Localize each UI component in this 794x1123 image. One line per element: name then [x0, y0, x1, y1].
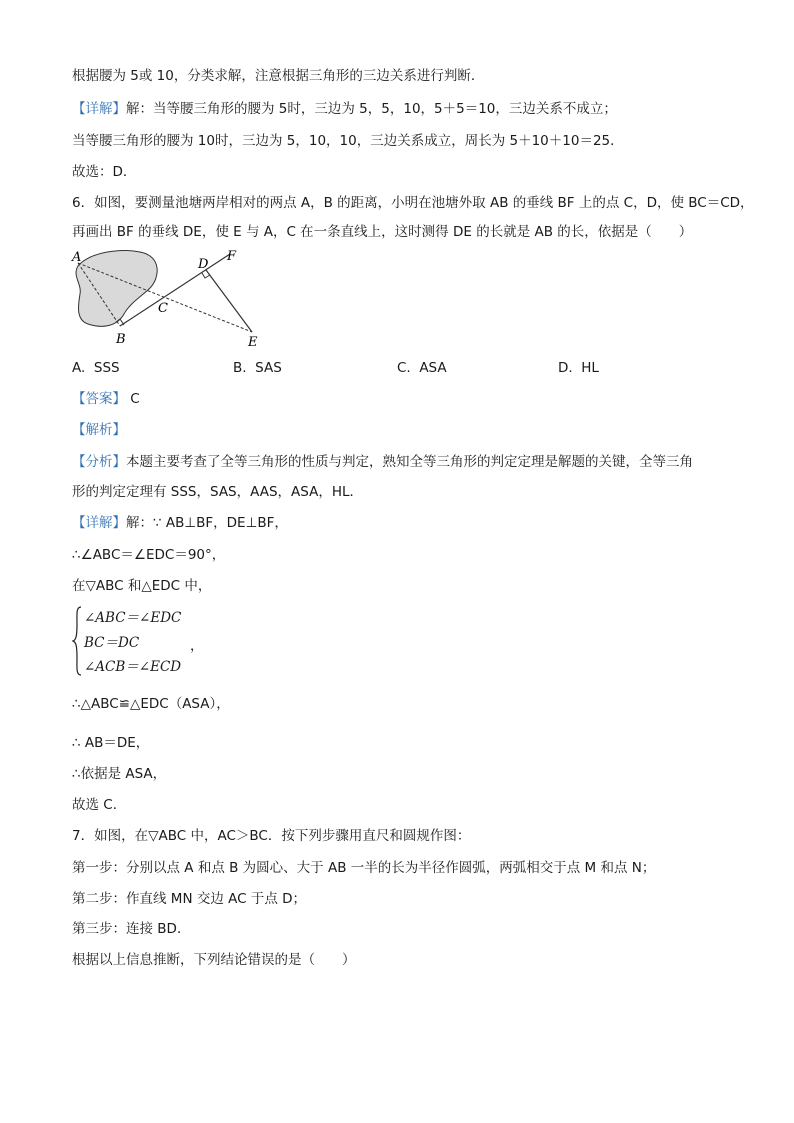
- text-line: 当等腰三角形的腰为 10时，三边为 5，10，10，三边关系成立，周长为 5＋10＋10＝25．: [72, 133, 624, 149]
- label-d: D: [198, 257, 209, 272]
- question-7-line-2: 第一步：分别以点 A 和点 B 为圆心、大于 AB 一半的长为半径作圆弧，两弧相交于点 M 和点 N；: [72, 860, 656, 876]
- analysis-line-1: 【分析】本题主要考查了全等三角形的性质与判定，熟知全等三角形的判定定理是解题的关键，全等三角: [72, 454, 693, 470]
- label-e: E: [248, 335, 258, 350]
- step-line: 故选 C．: [72, 797, 127, 813]
- detail-line: 【详解】解：∵ AB⊥BF，DE⊥BF，: [72, 515, 288, 531]
- label-a: A: [72, 250, 82, 265]
- question-7-line-4: 第三步：连接 BD．: [72, 921, 191, 937]
- option-d: D. HL: [558, 360, 599, 376]
- analysis-line-2: 形的判定定理有 SSS，SAS，AAS，ASA，HL．: [72, 484, 364, 500]
- option-b: B. SAS: [233, 360, 282, 376]
- question-6-line-1: 6．如图，要测量池塘两岸相对的两点 A，B 的距离，小明在池塘外取 AB 的垂线 BF 上的点 C，D，使 BC＝CD，: [72, 195, 754, 211]
- text-line: 故选：D．: [72, 164, 137, 180]
- text-line: 【详解】解：当等腰三角形的腰为 5时，三边为 5，5，10，5＋5＝10，三边关系不成立；: [72, 101, 617, 117]
- question-7-line-5: 根据以上信息推断，下列结论错误的是（ ）: [72, 952, 356, 968]
- label-f: F: [227, 249, 237, 264]
- system-row-1: ∠ABC＝∠EDC: [84, 610, 182, 626]
- analysis-heading: 【解析】: [72, 422, 126, 438]
- system-comma: ，: [190, 638, 204, 654]
- brace-icon: [72, 606, 82, 676]
- option-c: C. ASA: [397, 360, 447, 376]
- question-7-line-3: 第二步：作直线 MN 交边 AC 于点 D；: [72, 891, 307, 907]
- question-7-line-1: 7．如图，在▽ABC 中，AC＞BC．按下列步骤用直尺和圆规作图：: [72, 828, 471, 844]
- system-row-3: ∠ACB＝∠ECD: [84, 659, 182, 675]
- pond-shape: [76, 251, 157, 327]
- pond-figure: [70, 248, 270, 352]
- question-6-line-2: 再画出 BF 的垂线 DE，使 E 与 A，C 在一条直线上，这时测得 DE 的长就是 AB 的长，依据是（ ）: [72, 224, 693, 240]
- answer-line: 【答案】 C: [72, 391, 140, 407]
- label-c: C: [158, 301, 168, 316]
- label-b: B: [116, 332, 126, 347]
- step-line: ∴△ABC≌△EDC（ASA），: [72, 696, 230, 712]
- system-row-2: BC＝DC: [84, 635, 140, 651]
- text-line: 根据腰为 5或 10，分类求解，注意根据三角形的三边关系进行判断．: [72, 68, 485, 84]
- step-line: 在▽ABC 和△EDC 中，: [72, 578, 212, 594]
- step-line: ∴∠ABC＝∠EDC＝90°，: [72, 547, 226, 563]
- step-line: ∴依据是 ASA，: [72, 766, 167, 782]
- step-line: ∴ AB＝DE，: [72, 735, 150, 751]
- option-a: A. SSS: [72, 360, 120, 376]
- detail-tag: 【详解】: [72, 101, 126, 117]
